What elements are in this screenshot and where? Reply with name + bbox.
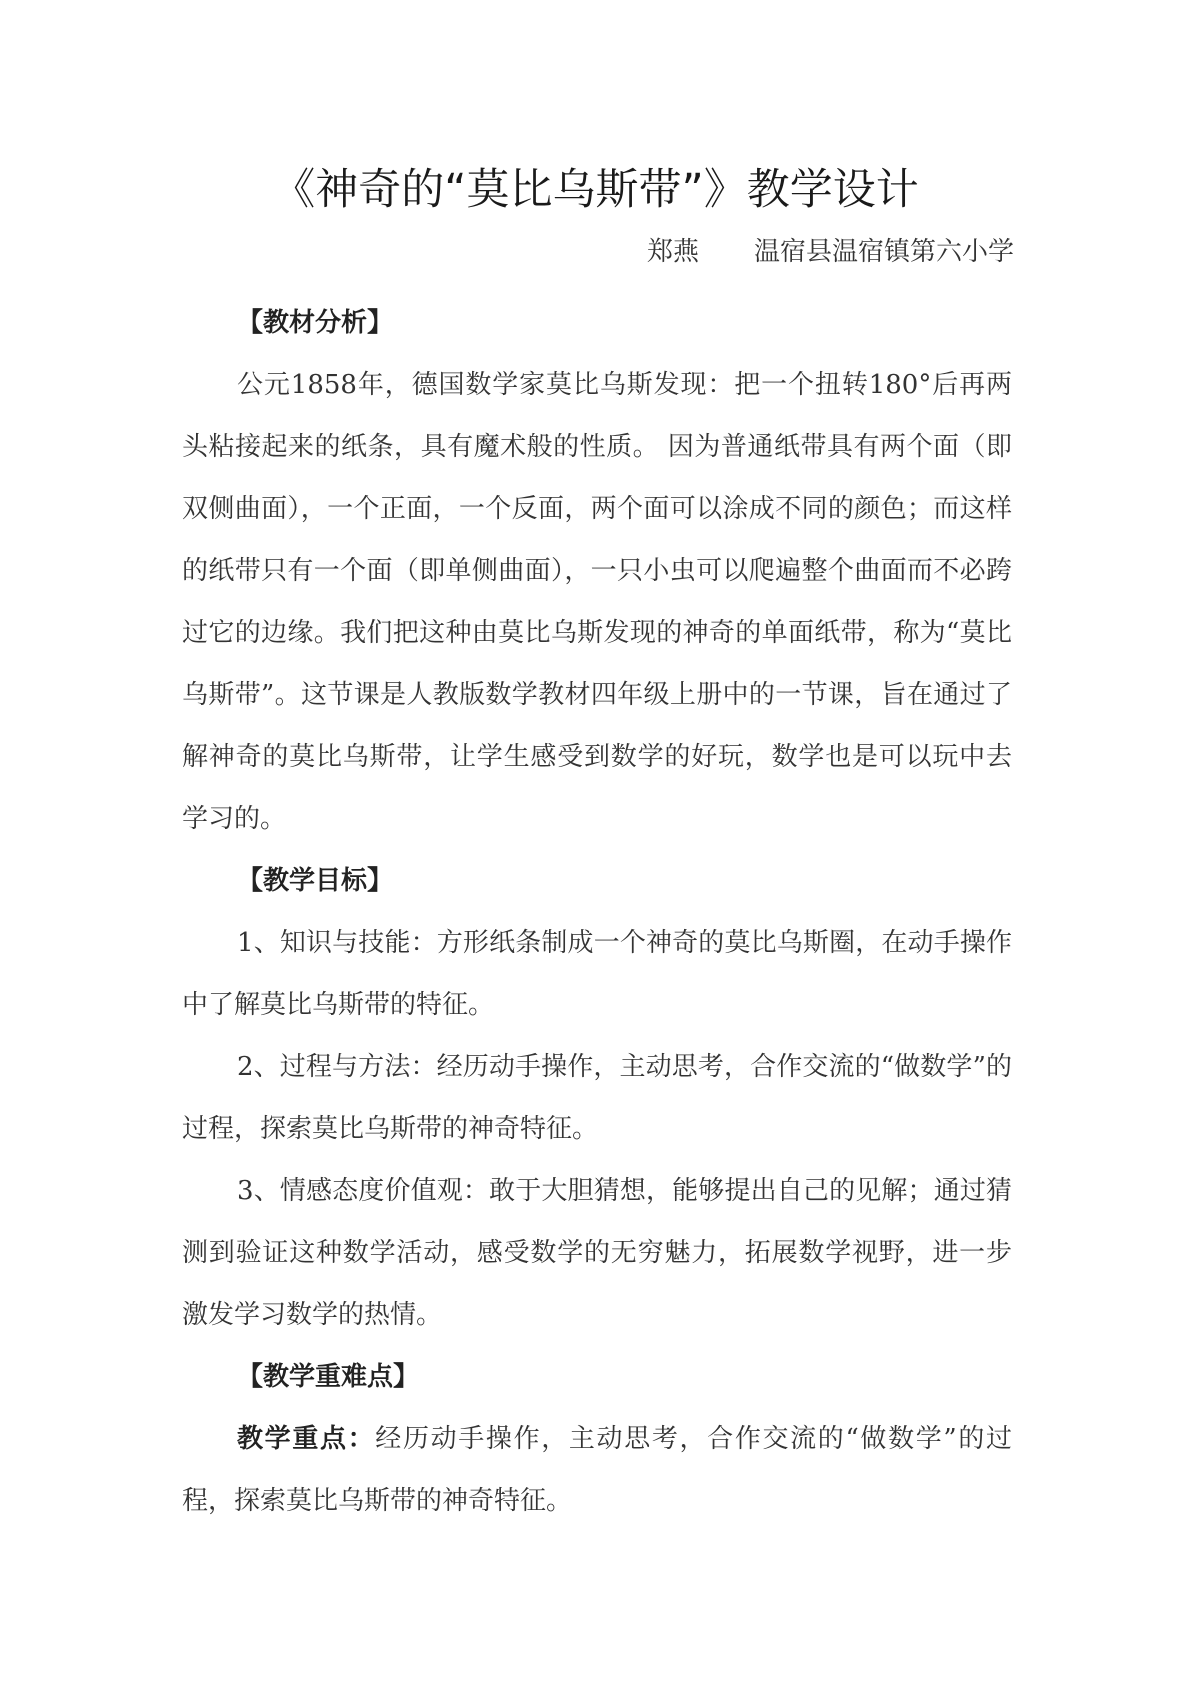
document-body xyxy=(182,292,1012,1532)
material-analysis-paragraph: 公元1858年，德国数学家莫比乌斯发现：把一个扭转180°后再两头粘接起来的纸条，具有魔术般的性质。 因为普通纸带具有两个面（即双侧曲面），一个正面，一个反面，两个面可以涂成不同的颜色；而这样的纸带只有一个面（即单侧曲面），一只小虫可以爬遍整个曲面而不必跨过它的边缘。我们把这种由莫比乌斯发现的神奇的单面纸带，称为“莫比乌斯带”。这节课是人教版数学教材四年级上册中的一节课，旨在通过了解神奇的莫比乌斯带，让学生感受到数学的好玩，数学也是可以玩中去学习的。 xyxy=(182,370,1012,834)
objective-knowledge-paragraph: 1、知识与技能：方形纸条制成一个神奇的莫比乌斯圈，在动手操作中了解莫比乌斯带的特征。 xyxy=(182,928,1012,1020)
objective-process-paragraph: 2、过程与方法：经历动手操作，主动思考，合作交流的“做数学”的过程，探索莫比乌斯带的神奇特征。 xyxy=(182,1052,1012,1144)
objective-emotion-paragraph: 3、情感态度价值观：敢于大胆猜想，能够提出自己的见解；通过猜测到验证这种数学活动，感受数学的无穷魅力，拓展数学视野，进一步激发学习数学的热情。 xyxy=(182,1176,1012,1330)
section-heading-teaching-objectives: 【教学目标】 xyxy=(237,866,394,896)
key-point-text: 经历动手操作，主动思考，合作交流的“做数学”的过程，探索莫比乌斯带的神奇特征。 xyxy=(182,1424,1012,1516)
school-name: 温宿县温宿镇第六小学 xyxy=(753,237,1014,267)
key-point-label: 教学重点： xyxy=(237,1424,376,1454)
document-title: 《神奇的“莫比乌斯带”》教学设计 xyxy=(272,165,919,215)
byline xyxy=(647,232,1014,272)
key-point-paragraph xyxy=(182,1408,1012,1532)
section-heading-key-difficulties: 【教学重难点】 xyxy=(237,1362,420,1392)
section-heading-material-analysis: 【教材分析】 xyxy=(237,308,394,338)
author-name: 郑燕 xyxy=(646,237,699,267)
